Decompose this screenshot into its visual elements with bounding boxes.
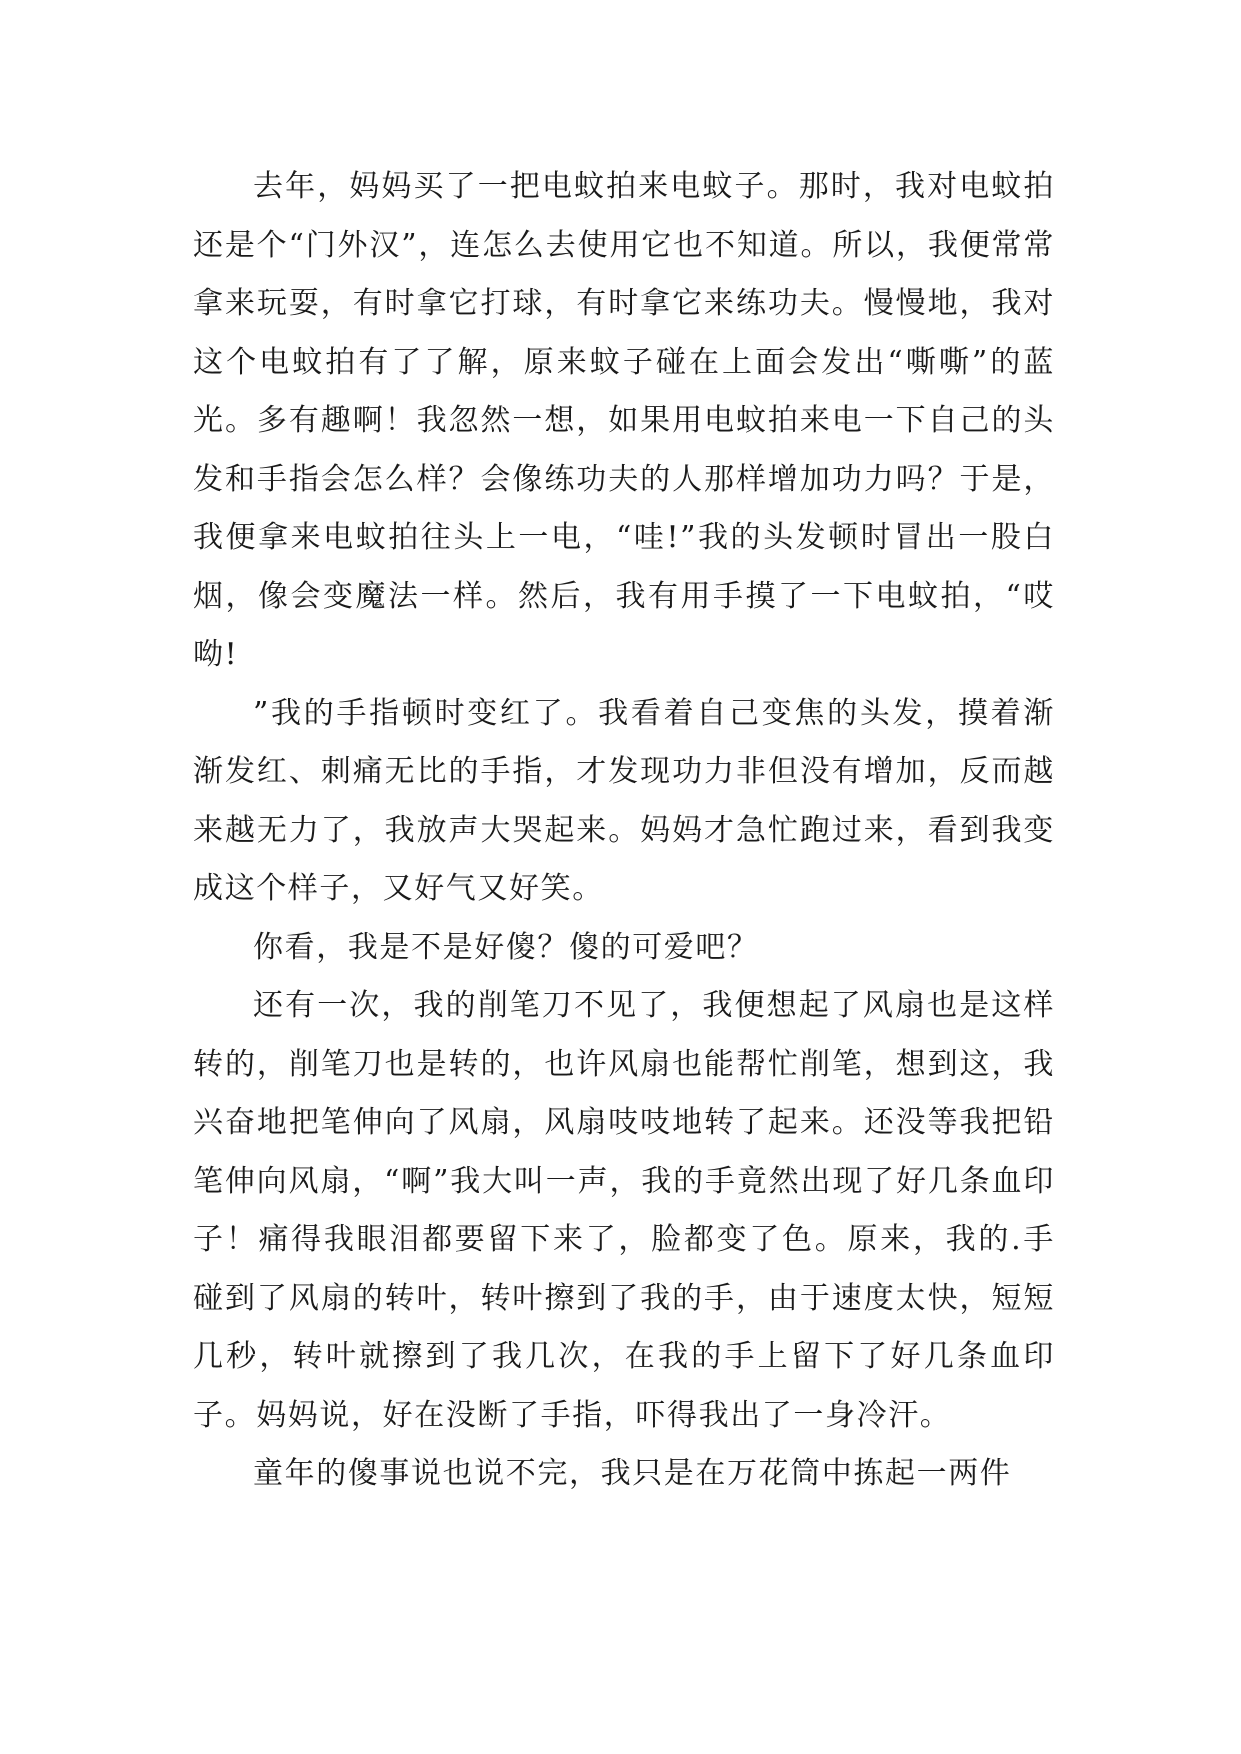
paragraph-red-finger: ”我的手指顿时变红了。我看着自己变焦的头发，摸着渐渐发红、刺痛无比的手指，才发现功力非但没有增加，反而越来越无力了，我放声大哭起来。妈妈才急忙跑过来，看到我变成这个样子，又好气又好笑。 [193,695,1055,906]
paragraph-childhood-summary: 童年的傻事说也说不完，我只是在万花筒中拣起一两件 [253,1456,1012,1491]
essay-body [193,158,1055,1504]
paragraph-silly-question: 你看，我是不是好傻？傻的可爱吧？ [253,929,759,965]
paragraph-fan-sharpener: 还有一次，我的削笔刀不见了，我便想起了风扇也是这样转的，削笔刀也是转的，也许风扇也能帮忙削笔，想到这，我兴奋地把笔伸向了风扇，风扇吱吱地转了起来。还没等我把铅笔伸向风扇，“啊”我大叫一声，我的手竟然出现了好几条血印子！痛得我眼泪都要留下来了，脸都变了色。原来，我的.手碰到了风扇的转叶，转叶擦到了我的手，由于速度太快，短短几秒，转叶就擦到了我几次，在我的手上留下了好几条血印子。妈妈说，好在没断了手指，吓得我出了一身冷汗。 [193,988,1055,1433]
paragraph-mosquito-swatter: 去年，妈妈买了一把电蚊拍来电蚊子。那时，我对电蚊拍还是个“门外汉”，连怎么去使用它也不知道。所以，我便常常拿来玩耍，有时拿它打球，有时拿它来练功夫。慢慢地，我对这个电蚊拍有了了解，原来蚊子碰在上面会发出“嘶嘶”的蓝光。多有趣啊！我忽然一想，如果用电蚊拍来电一下自己的头发和手指会怎么样？会像练功夫的人那样增加功力吗？于是，我便拿来电蚊拍往头上一电，“哇!”我的头发顿时冒出一股白烟，像会变魔法一样。然后，我有用手摸了一下电蚊拍，“哎呦! [193,169,1055,672]
